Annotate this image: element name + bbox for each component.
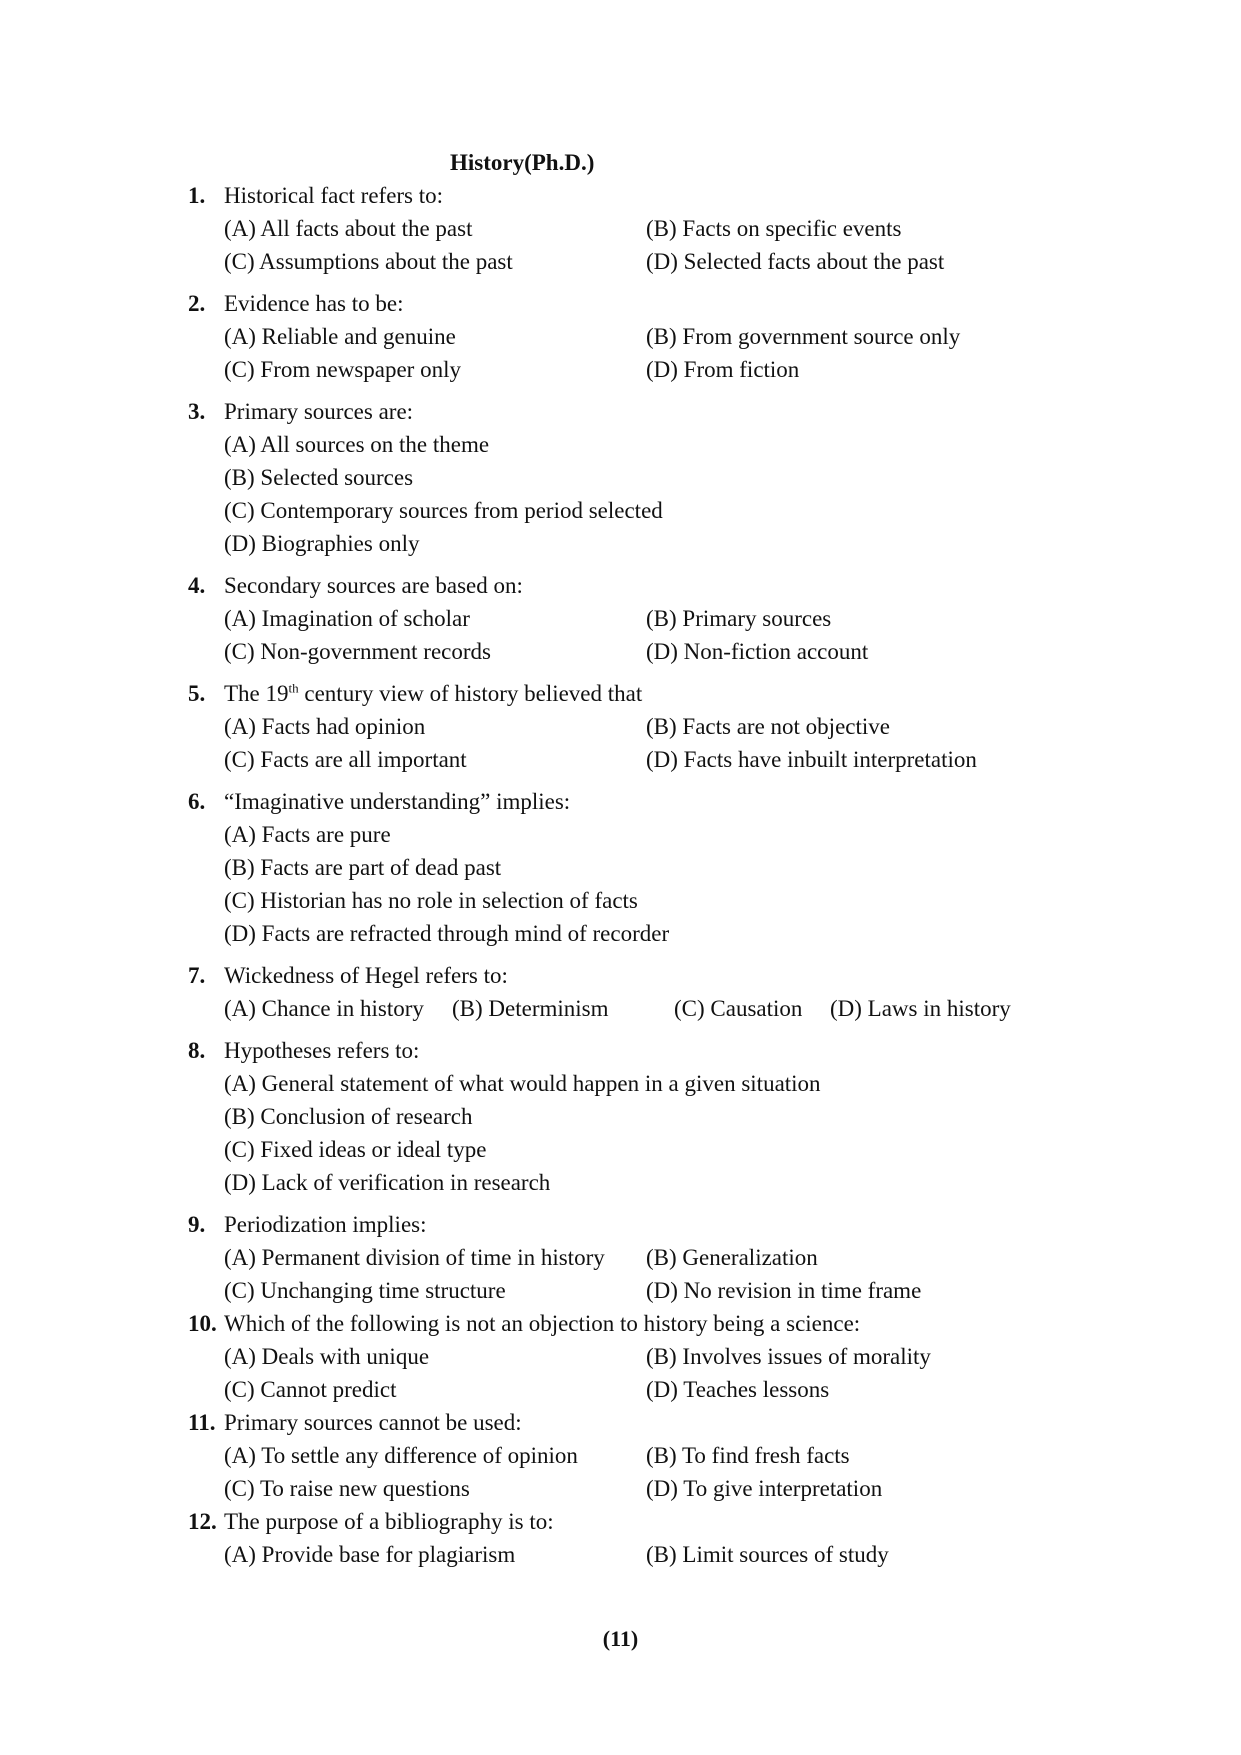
option-d: (D) Non-fiction account xyxy=(646,639,869,664)
option-b: (B) To find fresh facts xyxy=(646,1443,850,1468)
option-d: (D) To give interpretation xyxy=(646,1476,883,1501)
option-b: (B) Primary sources xyxy=(646,606,832,631)
option-a: (A) All facts about the past xyxy=(224,216,473,241)
option-d: (D) Biographies only xyxy=(224,531,420,556)
question-text: Evidence has to be: xyxy=(224,291,404,316)
question-2 xyxy=(188,287,1068,386)
question-list xyxy=(188,179,1068,1571)
question-text: Hypotheses refers to: xyxy=(224,1038,420,1063)
option-b: (B) From government source only xyxy=(646,324,961,349)
question-text: Periodization implies: xyxy=(224,1212,427,1237)
question-9 xyxy=(188,1208,1068,1307)
question-number: 8. xyxy=(188,1038,206,1063)
ordinal-superscript: th xyxy=(288,680,299,696)
option-d: (D) No revision in time frame xyxy=(646,1278,922,1303)
option-d: (D) Facts are refracted through mind of recorder xyxy=(224,921,670,946)
option-a: (A) Imagination of scholar xyxy=(224,606,470,631)
option-a: (A) Chance in history xyxy=(224,996,424,1021)
question-number: 5. xyxy=(188,681,206,706)
option-b: (B) Facts on specific events xyxy=(646,216,902,241)
question-8 xyxy=(188,1034,1068,1199)
page-title: History(Ph.D.) xyxy=(450,150,595,175)
question-stem xyxy=(188,395,1068,428)
question-stem xyxy=(188,179,1068,212)
question-5 xyxy=(188,677,1068,776)
option-b: (B) Limit sources of study xyxy=(646,1542,889,1567)
question-6 xyxy=(188,785,1068,950)
question-7 xyxy=(188,959,1068,1025)
question-number: 4. xyxy=(188,573,206,598)
question-text: Primary sources cannot be used: xyxy=(224,1410,522,1435)
question-10 xyxy=(188,1307,1068,1406)
option-c: (C) Cannot predict xyxy=(224,1377,397,1402)
question-stem xyxy=(188,1307,1068,1340)
question-stem xyxy=(188,1034,1068,1067)
option-c: (C) To raise new questions xyxy=(224,1476,470,1501)
option-a: (A) Facts are pure xyxy=(224,822,391,847)
option-a: (A) All sources on the theme xyxy=(224,432,490,457)
question-4 xyxy=(188,569,1068,668)
question-12 xyxy=(188,1505,1068,1571)
question-number: 6. xyxy=(188,789,206,814)
option-a: (A) Provide base for plagiarism xyxy=(224,1542,516,1567)
question-text: “Imaginative understanding” implies: xyxy=(224,789,571,814)
option-b: (B) Facts are not objective xyxy=(646,714,890,739)
question-number: 3. xyxy=(188,399,206,424)
question-stem xyxy=(188,959,1068,992)
option-c: (C) Unchanging time structure xyxy=(224,1278,506,1303)
option-a: (A) Deals with unique xyxy=(224,1344,430,1369)
question-text: Which of the following is not an objection to history being a science: xyxy=(224,1311,861,1336)
question-number: 11. xyxy=(188,1410,216,1435)
option-c: (C) Non-government records xyxy=(224,639,491,664)
question-3 xyxy=(188,395,1068,560)
option-c: (C) Assumptions about the past xyxy=(224,249,513,274)
question-stem xyxy=(188,1208,1068,1241)
question-number: 7. xyxy=(188,963,206,988)
question-11 xyxy=(188,1406,1068,1505)
option-b: (B) Facts are part of dead past xyxy=(224,855,502,880)
question-text: Secondary sources are based on: xyxy=(224,573,523,598)
page-number: (11) xyxy=(602,1626,639,1651)
option-d: (D) Laws in history xyxy=(830,996,1011,1021)
question-number: 9. xyxy=(188,1212,206,1237)
option-b: (B) Conclusion of research xyxy=(224,1104,473,1129)
option-b: (B) Involves issues of morality xyxy=(646,1344,931,1369)
question-stem xyxy=(188,677,1068,710)
option-c: (C) Facts are all important xyxy=(224,747,467,772)
question-stem xyxy=(188,569,1068,602)
question-text-part: The 19 xyxy=(224,681,289,706)
option-a: (A) To settle any difference of opinion xyxy=(224,1443,578,1468)
question-text xyxy=(224,681,642,706)
question-text-part: century view of history believed that xyxy=(298,681,643,706)
option-a: (A) General statement of what would happen in a given situation xyxy=(224,1071,821,1096)
option-d: (D) Facts have inbuilt interpretation xyxy=(646,747,977,772)
option-c: (C) Contemporary sources from period selected xyxy=(224,498,663,523)
question-1 xyxy=(188,179,1068,278)
option-d: (D) Teaches lessons xyxy=(646,1377,830,1402)
option-d: (D) Selected facts about the past xyxy=(646,249,945,274)
question-text: Wickedness of Hegel refers to: xyxy=(224,963,508,988)
question-number: 1. xyxy=(188,183,206,208)
option-a: (A) Facts had opinion xyxy=(224,714,426,739)
question-text: Primary sources are: xyxy=(224,399,414,424)
question-number: 12. xyxy=(188,1509,217,1534)
option-b: (B) Selected sources xyxy=(224,465,414,490)
question-stem xyxy=(188,287,1068,320)
option-d: (D) Lack of verification in research xyxy=(224,1170,551,1195)
question-text: The purpose of a bibliography is to: xyxy=(224,1509,554,1534)
option-a: (A) Reliable and genuine xyxy=(224,324,456,349)
option-c: (C) Historian has no role in selection of facts xyxy=(224,888,638,913)
question-stem xyxy=(188,1406,1068,1439)
option-d: (D) From fiction xyxy=(646,357,800,382)
option-c: (C) Causation xyxy=(674,996,803,1021)
option-c: (C) Fixed ideas or ideal type xyxy=(224,1137,487,1162)
option-a: (A) Permanent division of time in history xyxy=(224,1245,605,1270)
question-number: 2. xyxy=(188,291,206,316)
option-c: (C) From newspaper only xyxy=(224,357,461,382)
question-text: Historical fact refers to: xyxy=(224,183,444,208)
question-stem xyxy=(188,785,1068,818)
question-number: 10. xyxy=(188,1311,217,1336)
option-b: (B) Generalization xyxy=(646,1245,818,1270)
question-stem xyxy=(188,1505,1068,1538)
option-b: (B) Determinism xyxy=(452,996,609,1021)
